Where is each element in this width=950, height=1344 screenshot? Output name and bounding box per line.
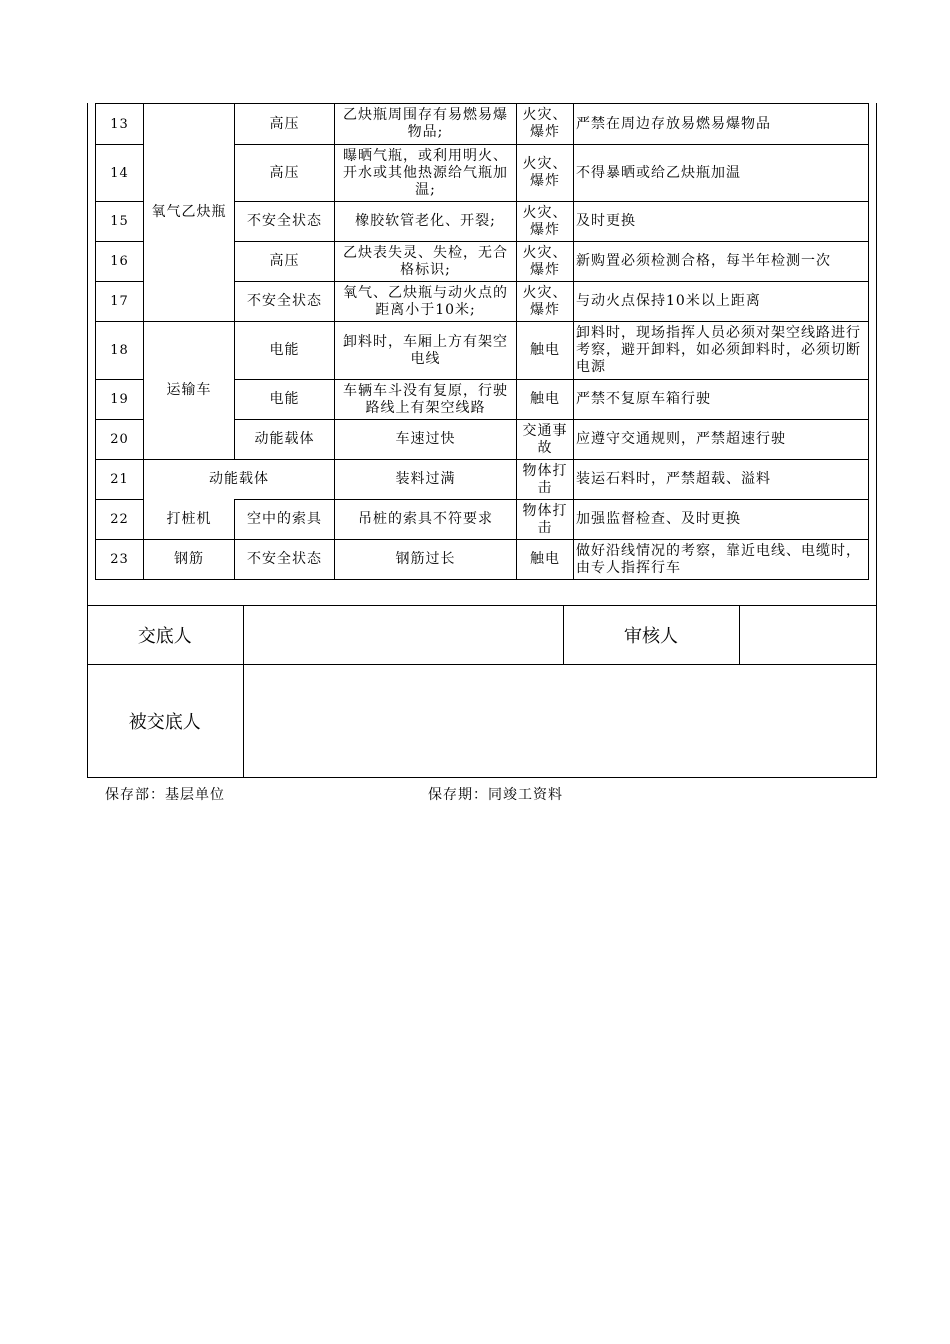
hazard-source: 电能 — [235, 322, 335, 380]
row-number: 20 — [96, 420, 144, 460]
group-oxygen-acetylene: 氧气乙炔瓶 — [144, 104, 235, 322]
hazard-source: 高压 — [235, 242, 335, 282]
hazard-cause: 曝晒气瓶，或利用明火、开水或其他热源给气瓶加温; — [335, 145, 517, 202]
hazard-source: 高压 — [235, 145, 335, 202]
hazard-source: 动能载体 — [235, 420, 335, 460]
accident-type: 物体打击 — [517, 500, 574, 540]
hazard-cause: 吊桩的索具不符要求 — [335, 500, 517, 540]
control-measure: 做好沿线情况的考察，靠近电线、电缆时，由专人指挥行车 — [574, 540, 869, 580]
control-measure: 严禁不复原车箱行驶 — [574, 380, 869, 420]
control-measure: 应遵守交通规则，严禁超速行驶 — [574, 420, 869, 460]
hazard-cause: 钢筋过长 — [335, 540, 517, 580]
hazard-cause: 装料过满 — [335, 460, 517, 500]
table-row — [96, 540, 869, 580]
hazard-source: 电能 — [235, 380, 335, 420]
row-number: 18 — [96, 322, 144, 380]
row-number: 17 — [96, 282, 144, 322]
control-measure: 与动火点保持10米以上距离 — [574, 282, 869, 322]
hazard-source: 动能载体 — [144, 460, 335, 500]
control-measure: 严禁在周边存放易燃易爆物品 — [574, 104, 869, 145]
hazard-cause: 乙炔瓶周围存有易燃易爆物品; — [335, 104, 517, 145]
accident-type: 物体打击 — [517, 460, 574, 500]
accident-type: 火灾、爆炸 — [517, 104, 574, 145]
group-pile-driver: 打桩机 — [144, 500, 235, 540]
accident-type: 火灾、爆炸 — [517, 202, 574, 242]
storage-period: 保存期：同竣工资料 — [428, 787, 563, 803]
accident-type: 火灾、爆炸 — [517, 242, 574, 282]
recipient-label: 被交底人 — [87, 665, 243, 778]
row-number: 21 — [96, 460, 144, 500]
row-number: 13 — [96, 104, 144, 145]
group-rebar: 钢筋 — [144, 540, 235, 580]
control-measure: 新购置必须检测合格，每半年检测一次 — [574, 242, 869, 282]
table-row — [96, 104, 869, 145]
accident-type: 触电 — [517, 380, 574, 420]
hazard-cause: 车速过快 — [335, 420, 517, 460]
reviewer-label: 审核人 — [563, 606, 739, 665]
hazard-cause: 橡胶软管老化、开裂; — [335, 202, 517, 242]
row-number: 16 — [96, 242, 144, 282]
group-transport-vehicle: 运输车 — [144, 322, 235, 460]
signoff-table — [87, 605, 877, 778]
hazard-table — [95, 103, 869, 580]
hazard-source: 不安全状态 — [235, 540, 335, 580]
hazard-cause: 乙炔表失灵、失检，无合格标识; — [335, 242, 517, 282]
recipient-signature-field[interactable] — [243, 665, 877, 778]
hazard-source: 不安全状态 — [235, 282, 335, 322]
table-row — [96, 322, 869, 380]
control-measure: 及时更换 — [574, 202, 869, 242]
accident-type: 火灾、爆炸 — [517, 145, 574, 202]
presenter-signature-field[interactable] — [243, 606, 563, 665]
accident-type: 交通事故 — [517, 420, 574, 460]
control-measure: 装运石料时，严禁超载、溢料 — [574, 460, 869, 500]
row-number: 15 — [96, 202, 144, 242]
hazard-cause: 车辆车斗没有复原，行驶路线上有架空线路 — [335, 380, 517, 420]
accident-type: 火灾、爆炸 — [517, 282, 574, 322]
hazard-source: 空中的索具 — [235, 500, 335, 540]
row-number: 23 — [96, 540, 144, 580]
presenter-label: 交底人 — [87, 606, 243, 665]
control-measure: 加强监督检查、及时更换 — [574, 500, 869, 540]
hazard-source: 不安全状态 — [235, 202, 335, 242]
reviewer-signature-field[interactable] — [739, 606, 877, 665]
hazard-cause: 氧气、乙炔瓶与动火点的距离小于10米; — [335, 282, 517, 322]
hazard-cause: 卸料时，车厢上方有架空电线 — [335, 322, 517, 380]
row-number: 14 — [96, 145, 144, 202]
storage-department: 保存部：基层单位 — [105, 787, 225, 803]
row-number: 22 — [96, 500, 144, 540]
accident-type: 触电 — [517, 540, 574, 580]
control-measure: 卸料时，现场指挥人员必须对架空线路进行考察，避开卸料，如必须卸料时，必须切断电源 — [574, 322, 869, 380]
accident-type: 触电 — [517, 322, 574, 380]
table-row — [96, 500, 869, 540]
hazard-source: 高压 — [235, 104, 335, 145]
control-measure: 不得暴晒或给乙炔瓶加温 — [574, 145, 869, 202]
row-number: 19 — [96, 380, 144, 420]
table-row — [96, 460, 869, 500]
